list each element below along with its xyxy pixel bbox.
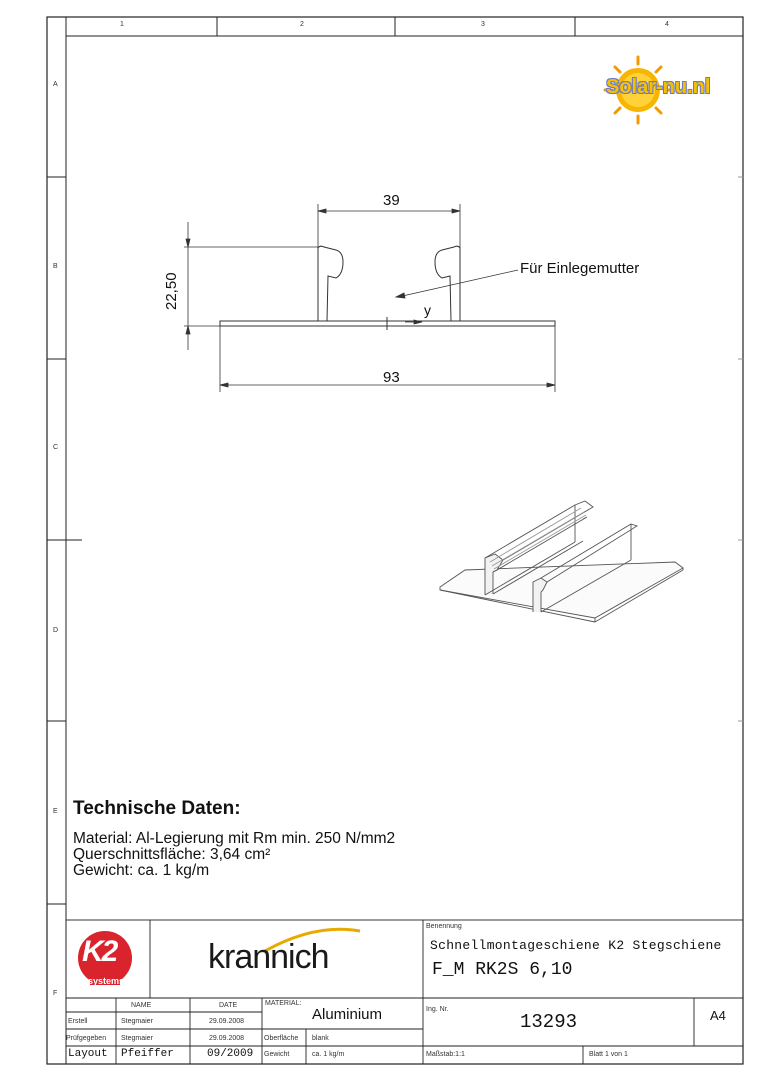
k2-logo-subtext: systems <box>88 976 125 986</box>
row-erstell-name: Stegmaier <box>121 1018 153 1025</box>
tech-title: Technische Daten: <box>73 798 241 819</box>
tech-material: Material: Al-Legierung mit Rm min. 250 N/mm2 <box>73 830 396 847</box>
gewicht-value: ca. 1 kg/m <box>312 1051 345 1058</box>
axis-label-y: y <box>424 302 431 318</box>
name-header: NAME <box>131 1002 152 1009</box>
tech-weight: Gewicht: ca. 1 kg/m <box>73 862 210 879</box>
material-label: MATERIAL: <box>265 1000 302 1007</box>
benennung-label: Benennung <box>426 923 462 930</box>
row-pruef-name: Stegmaier <box>121 1035 153 1042</box>
row-label-a: A <box>53 81 58 88</box>
dimension-bottom-width: 93 <box>383 369 400 386</box>
column-label-4: 4 <box>665 21 669 28</box>
row-label-e: E <box>53 808 58 815</box>
krannich-logo-text: krannich <box>208 938 329 976</box>
ing-nr-value: 13293 <box>520 1011 578 1033</box>
row-label-d: D <box>53 627 59 634</box>
annotation-einlegemutter: Für Einlegemutter <box>520 260 640 277</box>
row-pruef-label: Prüfgegeben <box>66 1035 107 1042</box>
dimension-height: 22,50 <box>163 272 180 310</box>
k2-logo-text: K2 <box>82 935 117 968</box>
row-label-c: C <box>53 444 59 451</box>
row-layout-name: Pfeiffer <box>121 1048 174 1060</box>
gewicht-label: Gewicht <box>264 1051 290 1058</box>
row-pruef-date: 29.09.2008 <box>209 1035 245 1042</box>
material-value: Aluminium <box>312 1006 383 1023</box>
ing-nr-label: Ing. Nr. <box>426 1006 449 1013</box>
column-label-3: 3 <box>481 21 485 28</box>
tech-area: Querschnittsfläche: 3,64 cm² <box>73 846 271 863</box>
row-erstell-date: 29.09.2008 <box>209 1018 245 1025</box>
oberflaeche-label: Oberfläche <box>264 1035 299 1042</box>
dimension-top-width: 39 <box>383 192 400 209</box>
column-label-2: 2 <box>300 21 304 28</box>
column-label-1: 1 <box>120 21 124 28</box>
row-layout-date: 09/2009 <box>207 1048 254 1060</box>
blatt-label: Blatt 1 von 1 <box>589 1051 628 1058</box>
solar-logo-text: Solar-nu.nl <box>606 76 711 98</box>
row-layout-label: Layout <box>68 1048 108 1060</box>
benennung-line-2: F_M RK2S 6,10 <box>432 960 573 980</box>
date-header: DATE <box>219 1002 238 1009</box>
oberflaeche-value: blank <box>312 1035 329 1042</box>
row-label-f: F <box>53 990 58 997</box>
massstab-label: Maßstab:1:1 <box>426 1051 465 1058</box>
row-label-b: B <box>53 263 58 270</box>
benennung-line-1: Schnellmontageschiene K2 Stegschiene <box>430 938 722 953</box>
format-value: A4 <box>710 1008 726 1023</box>
row-erstell-label: Erstell <box>68 1018 88 1025</box>
